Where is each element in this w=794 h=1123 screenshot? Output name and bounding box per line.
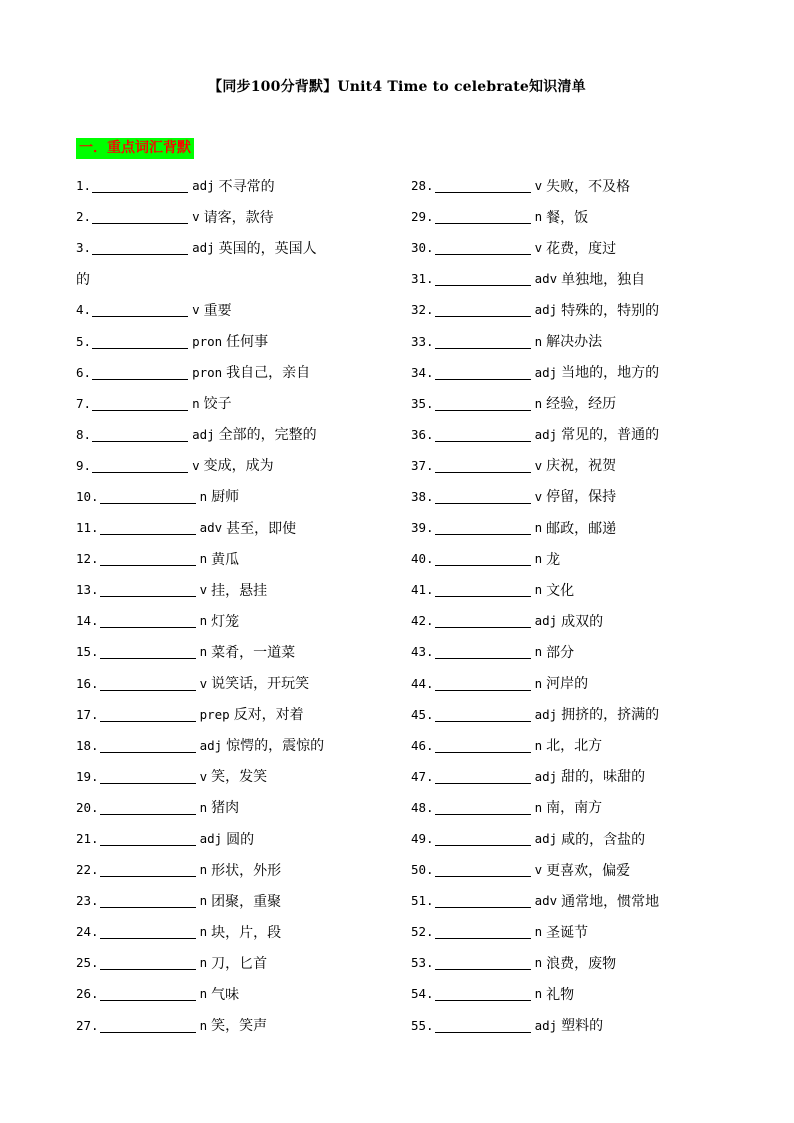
answer-blank[interactable] (435, 302, 531, 317)
vocab-meaning: 惊愕的，震惊的 (226, 738, 325, 755)
part-of-speech: n (534, 333, 543, 349)
vocab-meaning: 笑，笑声 (211, 1018, 268, 1035)
vocab-number: 52. (411, 924, 434, 940)
vocab-item (411, 730, 721, 761)
vocab-meaning: 任何事 (226, 334, 269, 351)
vocab-item (411, 481, 721, 512)
vocab-number: 5. (76, 333, 92, 349)
vocab-item (411, 450, 721, 481)
part-of-speech: n (199, 1017, 208, 1033)
vocab-meaning: 停留，保持 (546, 489, 617, 506)
vocab-meaning: 笑，发笑 (211, 769, 268, 786)
answer-blank[interactable] (100, 738, 196, 753)
answer-blank[interactable] (100, 986, 196, 1001)
part-of-speech: n (199, 986, 208, 1002)
vocab-item (76, 916, 396, 947)
vocab-item (76, 947, 396, 978)
answer-blank[interactable] (435, 955, 531, 970)
vocab-meaning: 当地的，地方的 (561, 365, 660, 382)
answer-blank[interactable] (435, 986, 531, 1001)
vocab-item (76, 294, 396, 325)
part-of-speech: n (199, 862, 208, 878)
answer-blank[interactable] (100, 520, 196, 535)
part-of-speech: adj (534, 302, 558, 318)
vocab-meaning: 菜肴，一道菜 (211, 644, 296, 661)
answer-blank[interactable] (435, 738, 531, 753)
vocab-number: 35. (411, 395, 434, 411)
part-of-speech: n (199, 551, 208, 567)
vocab-item (411, 699, 721, 730)
left-vocab-column (76, 170, 396, 1041)
vocab-item (411, 201, 721, 232)
answer-blank[interactable] (100, 831, 196, 846)
right-vocab-column (411, 170, 721, 1041)
answer-blank[interactable] (100, 893, 196, 908)
part-of-speech: n (199, 955, 208, 971)
vocab-item (76, 325, 396, 356)
vocab-meaning: 气味 (211, 986, 240, 1003)
vocab-item (411, 512, 721, 543)
vocab-item (76, 823, 396, 854)
part-of-speech: pron (192, 333, 223, 349)
vocab-meaning: 部分 (546, 644, 575, 661)
answer-blank[interactable] (435, 644, 531, 659)
vocab-item (76, 419, 396, 450)
part-of-speech: n (534, 924, 543, 940)
vocab-meaning: 邮政，邮递 (546, 520, 617, 537)
vocab-item (411, 823, 721, 854)
vocab-meaning: 浪费，废物 (546, 955, 617, 972)
vocab-number: 7. (76, 395, 92, 411)
answer-blank[interactable] (100, 707, 196, 722)
vocab-item (411, 916, 721, 947)
vocab-meaning: 团聚，重聚 (211, 893, 282, 910)
vocab-number: 23. (76, 893, 99, 909)
vocab-meaning: 猪肉 (211, 800, 240, 817)
part-of-speech: v (534, 862, 543, 878)
vocab-number: 8. (76, 426, 92, 442)
vocab-item (411, 574, 721, 605)
answer-blank[interactable] (435, 613, 531, 628)
answer-blank[interactable] (435, 924, 531, 939)
vocab-number: 16. (76, 675, 99, 691)
vocab-number: 29. (411, 209, 434, 225)
vocab-item (76, 605, 396, 636)
answer-blank[interactable] (435, 209, 531, 224)
vocab-meaning: 咸的，含盐的 (561, 831, 646, 848)
vocab-meaning: 挂，悬挂 (211, 582, 268, 599)
answer-blank[interactable] (100, 582, 196, 597)
answer-blank[interactable] (435, 1018, 531, 1033)
vocab-meaning: 失败，不及格 (546, 178, 631, 195)
vocab-number: 13. (76, 582, 99, 598)
vocab-number: 34. (411, 364, 434, 380)
vocab-meaning: 单独地，独自 (561, 271, 646, 288)
answer-blank[interactable] (435, 427, 531, 442)
vocab-number: 12. (76, 551, 99, 567)
answer-blank[interactable] (92, 302, 188, 317)
vocab-meaning: 龙 (546, 551, 561, 568)
part-of-speech: adj (534, 706, 558, 722)
vocab-number: 50. (411, 862, 434, 878)
vocab-item (411, 978, 721, 1009)
vocab-meaning: 经验，经历 (546, 396, 617, 413)
part-of-speech: adj (192, 240, 215, 256)
answer-blank[interactable] (435, 707, 531, 722)
part-of-speech: adv (199, 520, 223, 536)
vocab-item (411, 885, 721, 916)
part-of-speech: adj (534, 768, 558, 784)
part-of-speech: n (534, 209, 543, 225)
vocab-item (411, 419, 721, 450)
vocab-number: 17. (76, 706, 99, 722)
part-of-speech: n (534, 582, 543, 598)
vocab-number: 49. (411, 831, 434, 847)
vocab-item (76, 978, 396, 1009)
vocab-number: 2. (76, 209, 92, 225)
vocab-item (411, 605, 721, 636)
vocab-number: 14. (76, 613, 99, 629)
vocab-item (411, 357, 721, 388)
vocab-item (411, 170, 721, 201)
answer-blank[interactable] (100, 924, 196, 939)
vocab-number: 30. (411, 240, 434, 256)
vocab-item (76, 761, 396, 792)
vocab-meaning: 常见的，普通的 (561, 427, 660, 444)
vocab-meaning: 礼物 (546, 986, 575, 1003)
vocab-meaning: 甜的，味甜的 (561, 769, 646, 786)
part-of-speech: adj (534, 831, 558, 847)
vocab-number: 43. (411, 644, 434, 660)
vocab-meaning: 形状，外形 (211, 862, 282, 879)
answer-blank[interactable] (100, 613, 196, 628)
part-of-speech: adj (199, 831, 223, 847)
vocab-item (76, 388, 396, 419)
part-of-speech: v (534, 240, 543, 256)
vocab-number: 37. (411, 457, 434, 473)
part-of-speech: n (534, 799, 543, 815)
vocab-meaning: 刀，匕首 (211, 955, 268, 972)
section-heading: 一．重点词汇背默 (76, 138, 194, 159)
vocab-meaning: 特殊的，特别的 (561, 302, 660, 319)
vocab-item (411, 294, 721, 325)
vocab-item (76, 543, 396, 574)
answer-blank[interactable] (92, 209, 188, 224)
answer-blank[interactable] (92, 365, 188, 380)
vocab-meaning: 拥挤的，挤满的 (561, 707, 660, 724)
vocab-item (411, 543, 721, 574)
part-of-speech: adv (534, 893, 558, 909)
vocab-item (76, 512, 396, 543)
vocab-meaning: 解决办法 (546, 334, 603, 351)
part-of-speech: n (534, 520, 543, 536)
vocab-item (76, 636, 396, 667)
vocab-number: 53. (411, 955, 434, 971)
vocab-meaning: 的 (76, 271, 90, 288)
vocab-number: 15. (76, 644, 99, 660)
part-of-speech: v (192, 457, 200, 473)
part-of-speech: n (199, 488, 208, 504)
vocab-item (411, 1010, 721, 1041)
vocab-number: 54. (411, 986, 434, 1002)
part-of-speech: adj (192, 178, 215, 194)
vocab-number: 4. (76, 302, 92, 318)
vocab-item (411, 854, 721, 885)
vocab-meaning: 成双的 (561, 613, 604, 630)
vocab-item (411, 792, 721, 823)
vocab-meaning: 塑料的 (561, 1018, 604, 1035)
vocab-item (76, 481, 396, 512)
vocab-number: 22. (76, 862, 99, 878)
vocab-meaning: 不寻常的 (218, 178, 275, 195)
vocab-number: 19. (76, 768, 99, 784)
vocab-meaning: 圆的 (226, 831, 255, 848)
answer-blank[interactable] (435, 520, 531, 535)
document-title: 【同步100分背默】Unit4 Time to celebrate知识清单 (208, 79, 586, 95)
vocab-number: 18. (76, 737, 99, 753)
vocab-item (76, 885, 396, 916)
answer-blank[interactable] (92, 334, 188, 349)
answer-blank[interactable] (435, 800, 531, 815)
vocab-number: 9. (76, 457, 92, 473)
answer-blank[interactable] (435, 365, 531, 380)
vocab-number: 44. (411, 675, 434, 691)
vocab-meaning: 请客，款待 (203, 209, 274, 226)
vocab-number: 27. (76, 1017, 99, 1033)
vocab-item (411, 947, 721, 978)
vocab-item (411, 388, 721, 419)
vocab-meaning: 块，片，段 (211, 924, 282, 941)
answer-blank[interactable] (435, 676, 531, 691)
vocab-item (76, 730, 396, 761)
answer-blank[interactable] (100, 955, 196, 970)
part-of-speech: n (534, 675, 543, 691)
vocab-meaning: 变成，成为 (203, 458, 274, 475)
vocab-number: 3. (76, 240, 92, 256)
vocab-meaning: 通常地，惯常地 (561, 893, 660, 910)
vocab-meaning: 饺子 (203, 396, 232, 413)
part-of-speech: prep (199, 706, 230, 722)
vocab-item (411, 668, 721, 699)
answer-blank[interactable] (100, 862, 196, 877)
part-of-speech: n (534, 737, 543, 753)
vocab-meaning: 灯笼 (211, 613, 240, 630)
part-of-speech: v (534, 457, 543, 473)
answer-blank[interactable] (435, 178, 531, 193)
vocab-number: 40. (411, 551, 434, 567)
vocab-number: 26. (76, 986, 99, 1002)
vocab-meaning: 餐，饭 (546, 209, 589, 226)
answer-blank[interactable] (100, 1018, 196, 1033)
part-of-speech: adj (534, 1017, 558, 1033)
part-of-speech: n (534, 955, 543, 971)
part-of-speech: n (534, 644, 543, 660)
vocab-item (76, 450, 396, 481)
answer-blank[interactable] (435, 551, 531, 566)
part-of-speech: adj (534, 364, 558, 380)
part-of-speech: adj (199, 737, 223, 753)
vocab-meaning: 花费，度过 (546, 240, 617, 257)
answer-blank[interactable] (435, 831, 531, 846)
answer-blank[interactable] (435, 271, 531, 286)
part-of-speech: n (199, 924, 208, 940)
vocab-number: 10. (76, 488, 99, 504)
vocab-number: 32. (411, 302, 434, 318)
part-of-speech: n (199, 613, 208, 629)
answer-blank[interactable] (92, 427, 188, 442)
vocab-meaning: 北，北方 (546, 738, 603, 755)
part-of-speech: n (199, 644, 208, 660)
vocab-item (76, 201, 396, 232)
vocab-meaning: 英国的，英国人 (218, 240, 317, 257)
part-of-speech: v (192, 209, 200, 225)
answer-blank[interactable] (435, 489, 531, 504)
answer-blank[interactable] (100, 551, 196, 566)
vocab-number: 25. (76, 955, 99, 971)
vocab-item (76, 232, 396, 263)
vocab-number: 11. (76, 520, 99, 536)
answer-blank[interactable] (92, 458, 188, 473)
vocab-item (411, 761, 721, 792)
vocab-number: 31. (411, 271, 434, 287)
vocab-number: 24. (76, 924, 99, 940)
vocab-item (76, 574, 396, 605)
answer-blank[interactable] (92, 396, 188, 411)
vocab-number: 47. (411, 768, 434, 784)
part-of-speech: v (534, 178, 543, 194)
answer-blank[interactable] (435, 769, 531, 784)
vocab-meaning: 黄瓜 (211, 551, 240, 568)
vocab-number: 51. (411, 893, 434, 909)
vocab-meaning: 厨师 (211, 489, 240, 506)
answer-blank[interactable] (435, 862, 531, 877)
vocab-number: 42. (411, 613, 434, 629)
vocab-meaning: 南，南方 (546, 800, 603, 817)
vocab-meaning: 甚至，即使 (226, 520, 297, 537)
vocab-number: 46. (411, 737, 434, 753)
part-of-speech: n (534, 395, 543, 411)
part-of-speech: adj (192, 426, 215, 442)
vocab-meaning: 圣诞节 (546, 924, 589, 941)
vocab-number: 21. (76, 831, 99, 847)
vocab-item (76, 170, 396, 201)
vocab-meaning: 我自己，亲自 (226, 365, 311, 382)
answer-blank[interactable] (100, 676, 196, 691)
vocab-item (76, 1010, 396, 1041)
part-of-speech: n (199, 893, 208, 909)
part-of-speech: n (534, 986, 543, 1002)
part-of-speech: adj (534, 426, 558, 442)
vocab-meaning: 重要 (203, 302, 232, 319)
answer-blank[interactable] (100, 769, 196, 784)
vocab-item (76, 357, 396, 388)
part-of-speech: n (199, 799, 208, 815)
vocab-meaning: 更喜欢，偏爱 (546, 862, 631, 879)
part-of-speech: adj (534, 613, 558, 629)
answer-blank[interactable] (435, 334, 531, 349)
vocab-item (76, 854, 396, 885)
answer-blank[interactable] (100, 489, 196, 504)
answer-blank[interactable] (100, 644, 196, 659)
part-of-speech: n (534, 551, 543, 567)
vocab-number: 39. (411, 520, 434, 536)
part-of-speech: v (534, 488, 543, 504)
answer-blank[interactable] (435, 458, 531, 473)
vocab-number: 48. (411, 799, 434, 815)
part-of-speech: v (199, 768, 208, 784)
part-of-speech: pron (192, 364, 223, 380)
vocab-item (411, 232, 721, 263)
vocab-number: 55. (411, 1017, 434, 1033)
vocab-meaning: 河岸的 (546, 676, 589, 693)
vocab-item (411, 325, 721, 356)
answer-blank[interactable] (435, 582, 531, 597)
answer-blank[interactable] (435, 240, 531, 255)
answer-blank[interactable] (92, 240, 188, 255)
vocab-number: 38. (411, 488, 434, 504)
answer-blank[interactable] (435, 396, 531, 411)
vocab-number: 33. (411, 333, 434, 349)
vocab-item-continuation (76, 263, 396, 294)
vocab-number: 1. (76, 178, 92, 194)
vocab-meaning: 庆祝，祝贺 (546, 458, 617, 475)
vocab-item (76, 792, 396, 823)
part-of-speech: n (192, 395, 200, 411)
vocab-number: 45. (411, 706, 434, 722)
vocab-item (411, 636, 721, 667)
part-of-speech: adv (534, 271, 558, 287)
vocab-item (76, 699, 396, 730)
answer-blank[interactable] (435, 893, 531, 908)
part-of-speech: v (199, 582, 208, 598)
vocab-number: 6. (76, 364, 92, 380)
vocab-meaning: 反对，对着 (233, 707, 304, 724)
vocab-meaning: 文化 (546, 582, 575, 599)
vocab-item (411, 263, 721, 294)
vocab-meaning: 说笑话，开玩笑 (211, 676, 310, 693)
part-of-speech: v (199, 675, 208, 691)
vocab-number: 36. (411, 426, 434, 442)
vocab-meaning: 全部的，完整的 (218, 427, 317, 444)
vocab-number: 41. (411, 582, 434, 598)
vocab-number: 28. (411, 178, 434, 194)
answer-blank[interactable] (92, 178, 188, 193)
answer-blank[interactable] (100, 800, 196, 815)
vocab-item (76, 668, 396, 699)
vocab-number: 20. (76, 799, 99, 815)
part-of-speech: v (192, 302, 200, 318)
